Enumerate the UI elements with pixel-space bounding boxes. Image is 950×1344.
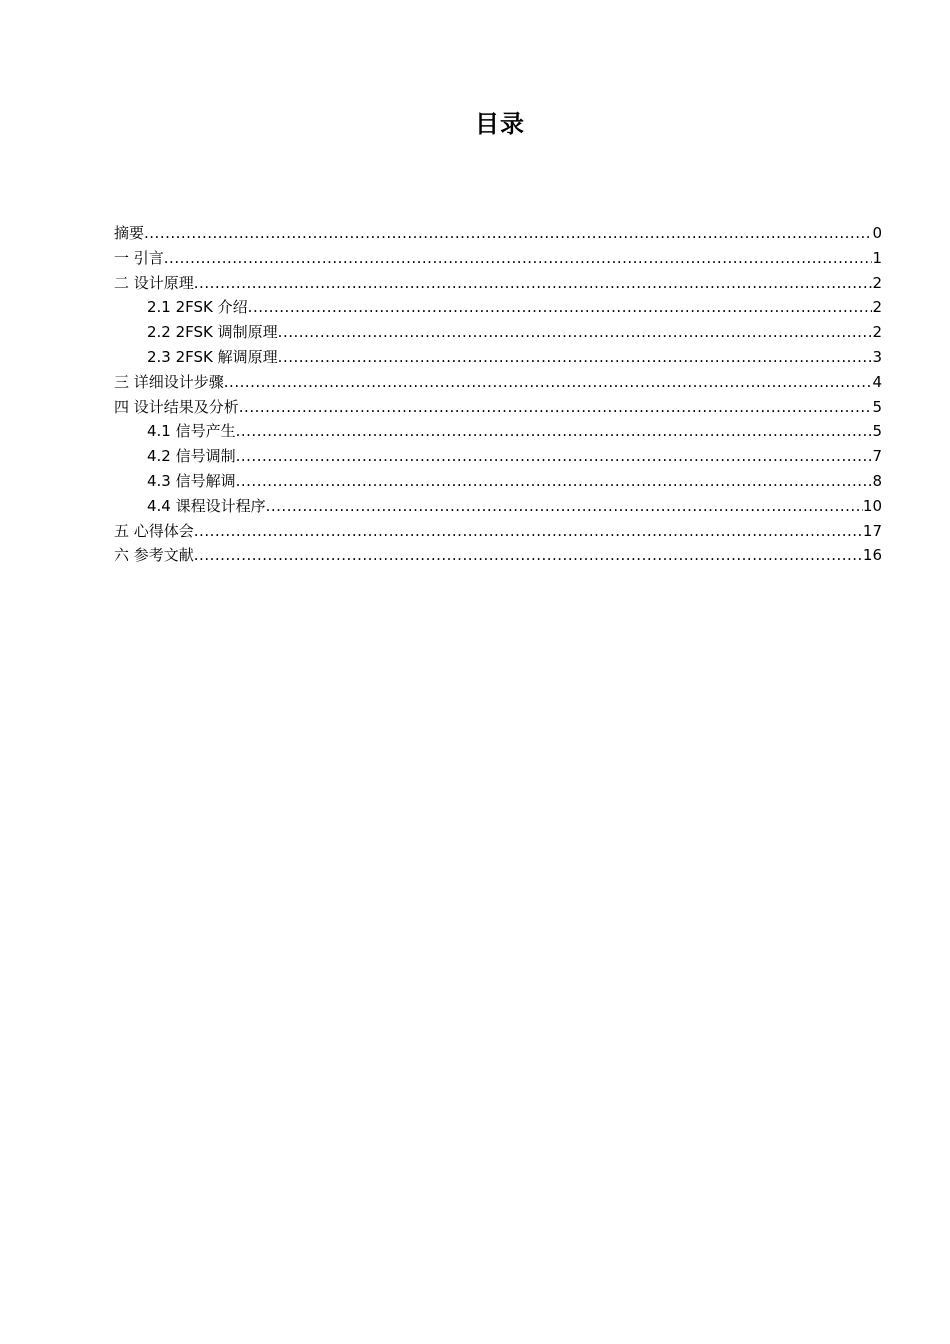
toc-entry[interactable] [114, 395, 882, 420]
toc-entry[interactable] [114, 271, 882, 296]
toc-page-number: 4 [872, 372, 882, 391]
toc-entry-text: 4.4 课程设计程序 [147, 496, 266, 515]
toc-page-number: 2 [872, 298, 882, 317]
toc-entry-text: 五 心得体会 [114, 521, 194, 540]
toc-dot-leader [236, 469, 873, 494]
toc-dot-leader [236, 444, 873, 469]
toc-entry-text: 摘要 [114, 224, 145, 242]
toc-page-number: 3 [872, 347, 882, 366]
toc-entry[interactable] [114, 221, 882, 246]
toc-entry-text: 一 引言 [114, 248, 164, 267]
toc-page-number: 17 [862, 521, 882, 540]
toc-entry[interactable] [114, 469, 882, 494]
toc-dot-leader [239, 395, 873, 420]
toc-page-number: 7 [872, 447, 882, 466]
toc-entry-text: 四 设计结果及分析 [114, 397, 239, 416]
toc-dot-leader [248, 295, 873, 320]
toc-dot-leader [144, 221, 872, 246]
toc-title: 目录 [475, 110, 525, 138]
toc-entry-text: 4.3 信号解调 [147, 471, 236, 490]
table-of-contents [114, 221, 882, 568]
toc-entry[interactable] [114, 543, 882, 568]
toc-entry[interactable] [114, 295, 882, 320]
toc-entry[interactable] [114, 246, 882, 271]
toc-entry-text: 2.1 2FSK 介绍 [147, 298, 248, 317]
toc-dot-leader [278, 320, 873, 345]
toc-dot-leader [266, 494, 863, 519]
toc-entry-text: 三 详细设计步骤 [114, 372, 224, 391]
toc-page-number: 10 [862, 496, 882, 515]
toc-page-number: 16 [862, 546, 882, 565]
toc-page-number: 5 [872, 422, 882, 441]
toc-entry-text: 2.3 2FSK 解调原理 [147, 347, 278, 366]
toc-entry[interactable] [114, 519, 882, 544]
toc-dot-leader [224, 370, 873, 395]
toc-page-number: 8 [872, 471, 882, 490]
toc-entry[interactable] [114, 370, 882, 395]
toc-entry[interactable] [114, 419, 882, 444]
toc-entry-text: 二 设计原理 [114, 273, 194, 292]
toc-entry-text: 4.2 信号调制 [147, 447, 236, 466]
toc-page-number: 0 [872, 224, 882, 242]
toc-page-number: 2 [872, 273, 882, 292]
toc-entry-text: 2.2 2FSK 调制原理 [147, 323, 278, 342]
toc-dot-leader [164, 246, 873, 271]
toc-dot-leader [194, 543, 863, 568]
toc-entry-text: 六 参考文献 [114, 546, 194, 565]
toc-entry[interactable] [114, 320, 882, 345]
toc-page-number: 5 [872, 397, 882, 416]
toc-dot-leader [194, 519, 863, 544]
toc-dot-leader [194, 271, 873, 296]
toc-page-number: 2 [872, 323, 882, 342]
toc-entry[interactable] [114, 444, 882, 469]
toc-entry-text: 4.1 信号产生 [147, 422, 236, 441]
toc-entry[interactable] [114, 494, 882, 519]
toc-page-number: 1 [872, 248, 882, 267]
toc-dot-leader [236, 419, 873, 444]
toc-entry[interactable] [114, 345, 882, 370]
toc-dot-leader [278, 345, 873, 370]
